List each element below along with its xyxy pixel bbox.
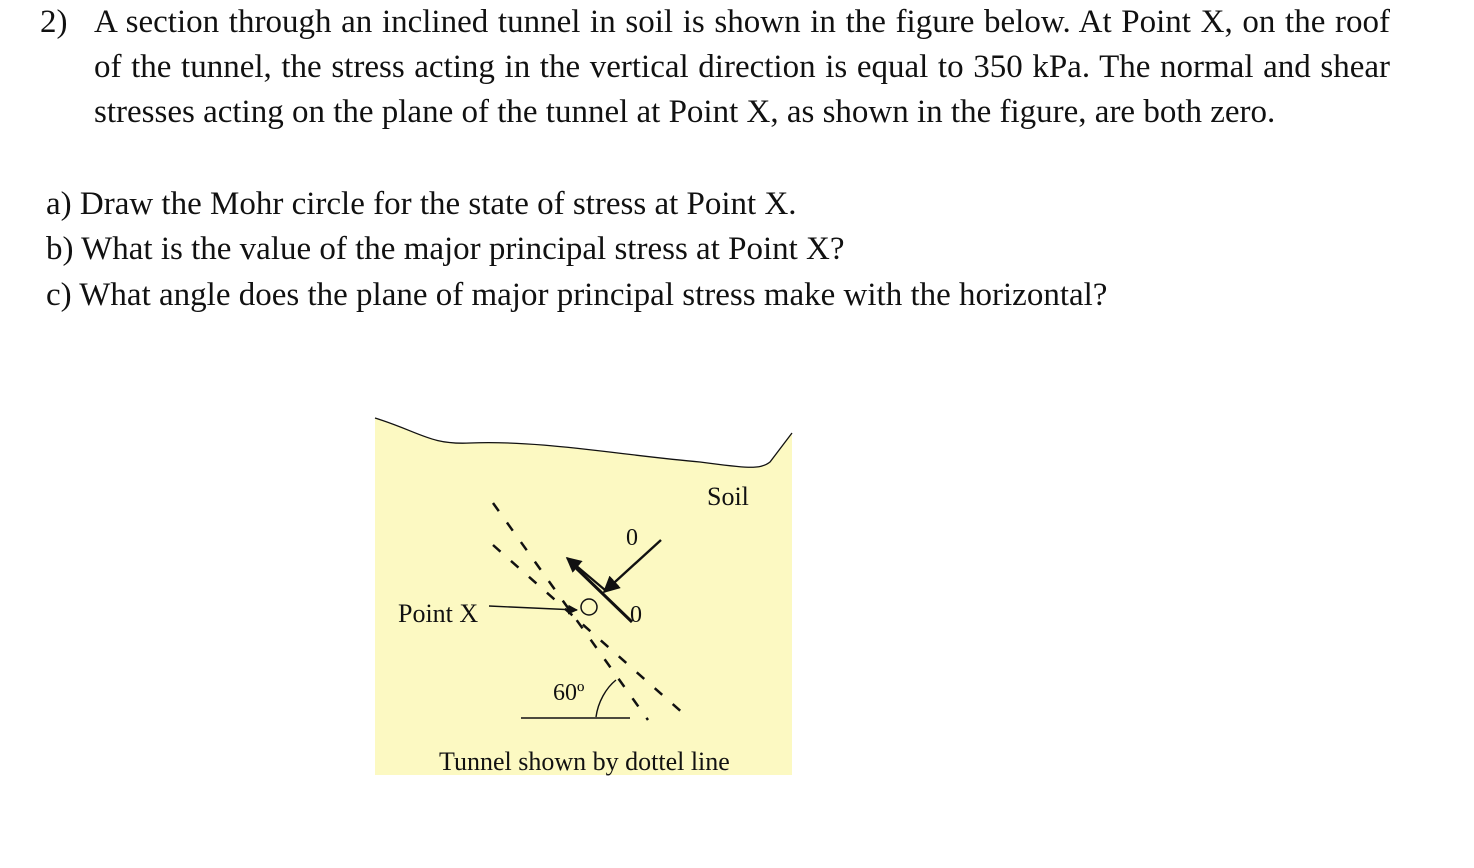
question-paragraph: A section through an inclined tunnel in soil is shown in the figure below. At Point X, on the roof of the tunnel, the stress acting in the vertical direction is equal to 350 kPa. The normal and shear stresses acting on the plane of the tunnel at Point X, as shown in the figure, are both zero. [94,4,1390,130]
question-number: 2) [40,4,68,40]
soil-region [375,418,792,775]
figure-caption: Tunnel shown by dottel line [439,747,730,776]
point-x-label: Point X [398,599,479,628]
sub-question-c: c) What angle does the plane of major principal stress make with the horizontal? [46,277,1108,313]
normal-stress-label: 0 [626,525,638,551]
angle-label: 60º [553,680,585,706]
shear-stress-label: 0 [630,602,642,628]
soil-label: Soil [707,482,749,511]
sub-question-a: a) Draw the Mohr circle for the state of stress at Point X. [46,186,797,222]
sub-question-b: b) What is the value of the major principal stress at Point X? [46,231,845,267]
